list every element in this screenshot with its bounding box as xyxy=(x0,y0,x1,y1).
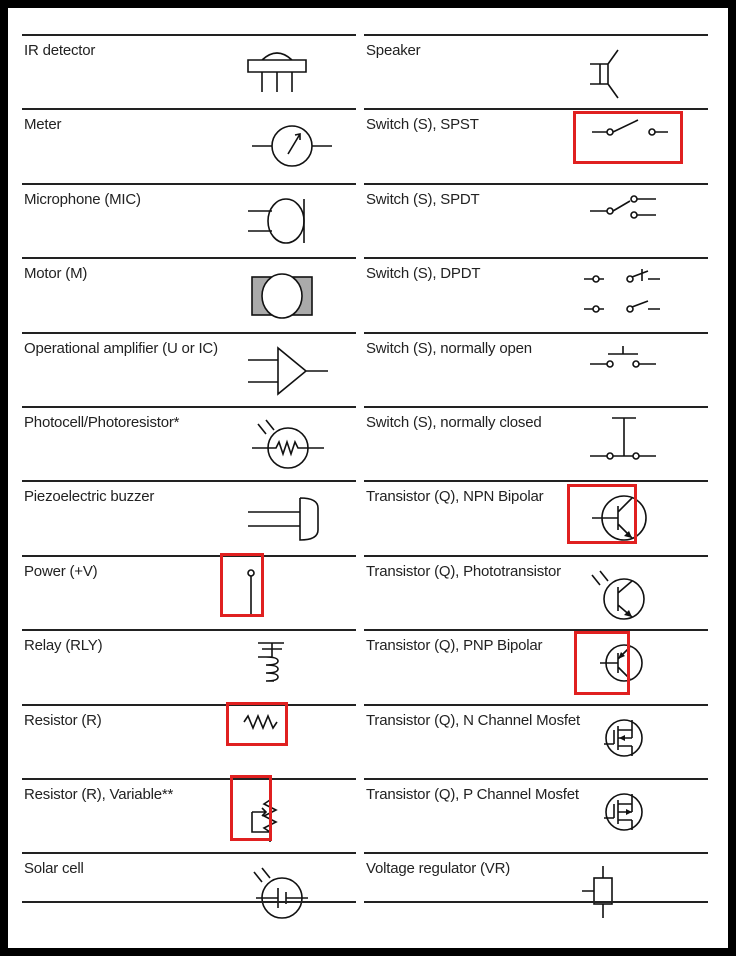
symbol-label: Transistor (Q), P Channel Mosfet xyxy=(366,785,579,803)
symbol-label: IR detector xyxy=(24,42,96,59)
symbol-chart xyxy=(8,8,728,948)
n-channel-mosfet-icon xyxy=(564,712,674,774)
symbol-row xyxy=(364,555,708,629)
symbol-label: Transistor (Q), Phototransistor xyxy=(366,562,561,580)
symbol-label: Meter xyxy=(24,116,62,134)
p-channel-mosfet-icon xyxy=(564,786,674,848)
symbol-row xyxy=(364,183,708,257)
piezo-buzzer-icon xyxy=(222,488,332,550)
symbol-row xyxy=(22,406,356,480)
symbol-row xyxy=(22,778,356,852)
symbol-label: Resistor (R), Variable** xyxy=(24,785,174,803)
symbol-row xyxy=(364,332,708,406)
voltage-regulator-icon xyxy=(564,860,674,922)
highlight-box-pnp xyxy=(574,631,630,695)
solar-cell-icon xyxy=(222,860,332,922)
symbol-row xyxy=(364,34,708,108)
highlight-box-npn xyxy=(567,484,637,544)
right-column xyxy=(364,34,708,927)
speaker-icon xyxy=(564,42,674,104)
switch-normally-closed-icon xyxy=(564,414,674,476)
symbol-label: Piezoelectric buzzer xyxy=(24,488,155,506)
highlight-box-resistor xyxy=(226,702,288,746)
symbol-label: Switch (S), normally open xyxy=(366,339,532,357)
meter-icon xyxy=(222,116,332,178)
symbol-row xyxy=(364,406,708,480)
bottom-rule-left xyxy=(22,901,356,903)
switch-spdt-icon xyxy=(564,191,674,253)
symbol-label: Power (+V) xyxy=(24,562,98,580)
symbol-row xyxy=(364,778,708,852)
symbol-row xyxy=(22,704,356,778)
switch-normally-open-icon xyxy=(564,340,674,402)
ir-detector-icon xyxy=(222,42,332,104)
motor-icon xyxy=(222,265,332,327)
symbol-label: Transistor (Q), NPN Bipolar xyxy=(366,488,544,506)
symbol-row xyxy=(364,257,708,331)
symbol-label: Operational amplifier (U or IC) xyxy=(24,339,218,357)
symbol-label: Switch (S), SPST xyxy=(366,116,479,134)
symbol-label: Transistor (Q), N Channel Mosfet xyxy=(366,711,580,729)
highlight-box-power xyxy=(220,553,264,617)
symbol-row xyxy=(364,704,708,778)
symbol-row xyxy=(364,480,708,554)
symbol-label: Motor (M) xyxy=(24,265,88,283)
op-amp-icon xyxy=(222,340,332,402)
symbol-row xyxy=(22,183,356,257)
highlight-box-spst xyxy=(573,111,683,164)
highlight-box-variable-resistor xyxy=(230,775,272,841)
symbol-label: Resistor (R) xyxy=(24,711,102,729)
phototransistor-icon xyxy=(564,563,674,625)
symbol-label: Transistor (Q), PNP Bipolar xyxy=(366,637,543,655)
symbol-label: Switch (S), SPDT xyxy=(366,190,480,208)
relay-icon xyxy=(222,637,332,699)
microphone-icon xyxy=(222,191,332,253)
symbol-label: Microphone (MIC) xyxy=(24,190,141,208)
symbol-row xyxy=(22,629,356,703)
symbol-row xyxy=(22,34,356,108)
symbol-row xyxy=(22,555,356,629)
symbol-row xyxy=(22,257,356,331)
symbol-row xyxy=(22,480,356,554)
symbol-row xyxy=(22,108,356,182)
left-column xyxy=(22,34,356,927)
switch-dpdt-icon xyxy=(564,265,674,327)
symbol-row xyxy=(22,852,356,926)
symbol-row xyxy=(364,629,708,703)
symbol-label: Speaker xyxy=(366,42,421,59)
symbol-label: Solar cell xyxy=(24,860,84,878)
symbol-label: Voltage regulator (VR) xyxy=(366,860,511,878)
symbol-label: Switch (S), normally closed xyxy=(366,413,542,431)
bottom-rule-right xyxy=(364,901,708,903)
symbol-label: Photocell/Photoresistor* xyxy=(24,413,180,431)
symbol-row xyxy=(364,852,708,926)
symbol-row xyxy=(22,332,356,406)
photoresistor-icon xyxy=(222,414,332,476)
symbol-label: Switch (S), DPDT xyxy=(366,265,481,283)
symbol-label: Relay (RLY) xyxy=(24,637,103,655)
